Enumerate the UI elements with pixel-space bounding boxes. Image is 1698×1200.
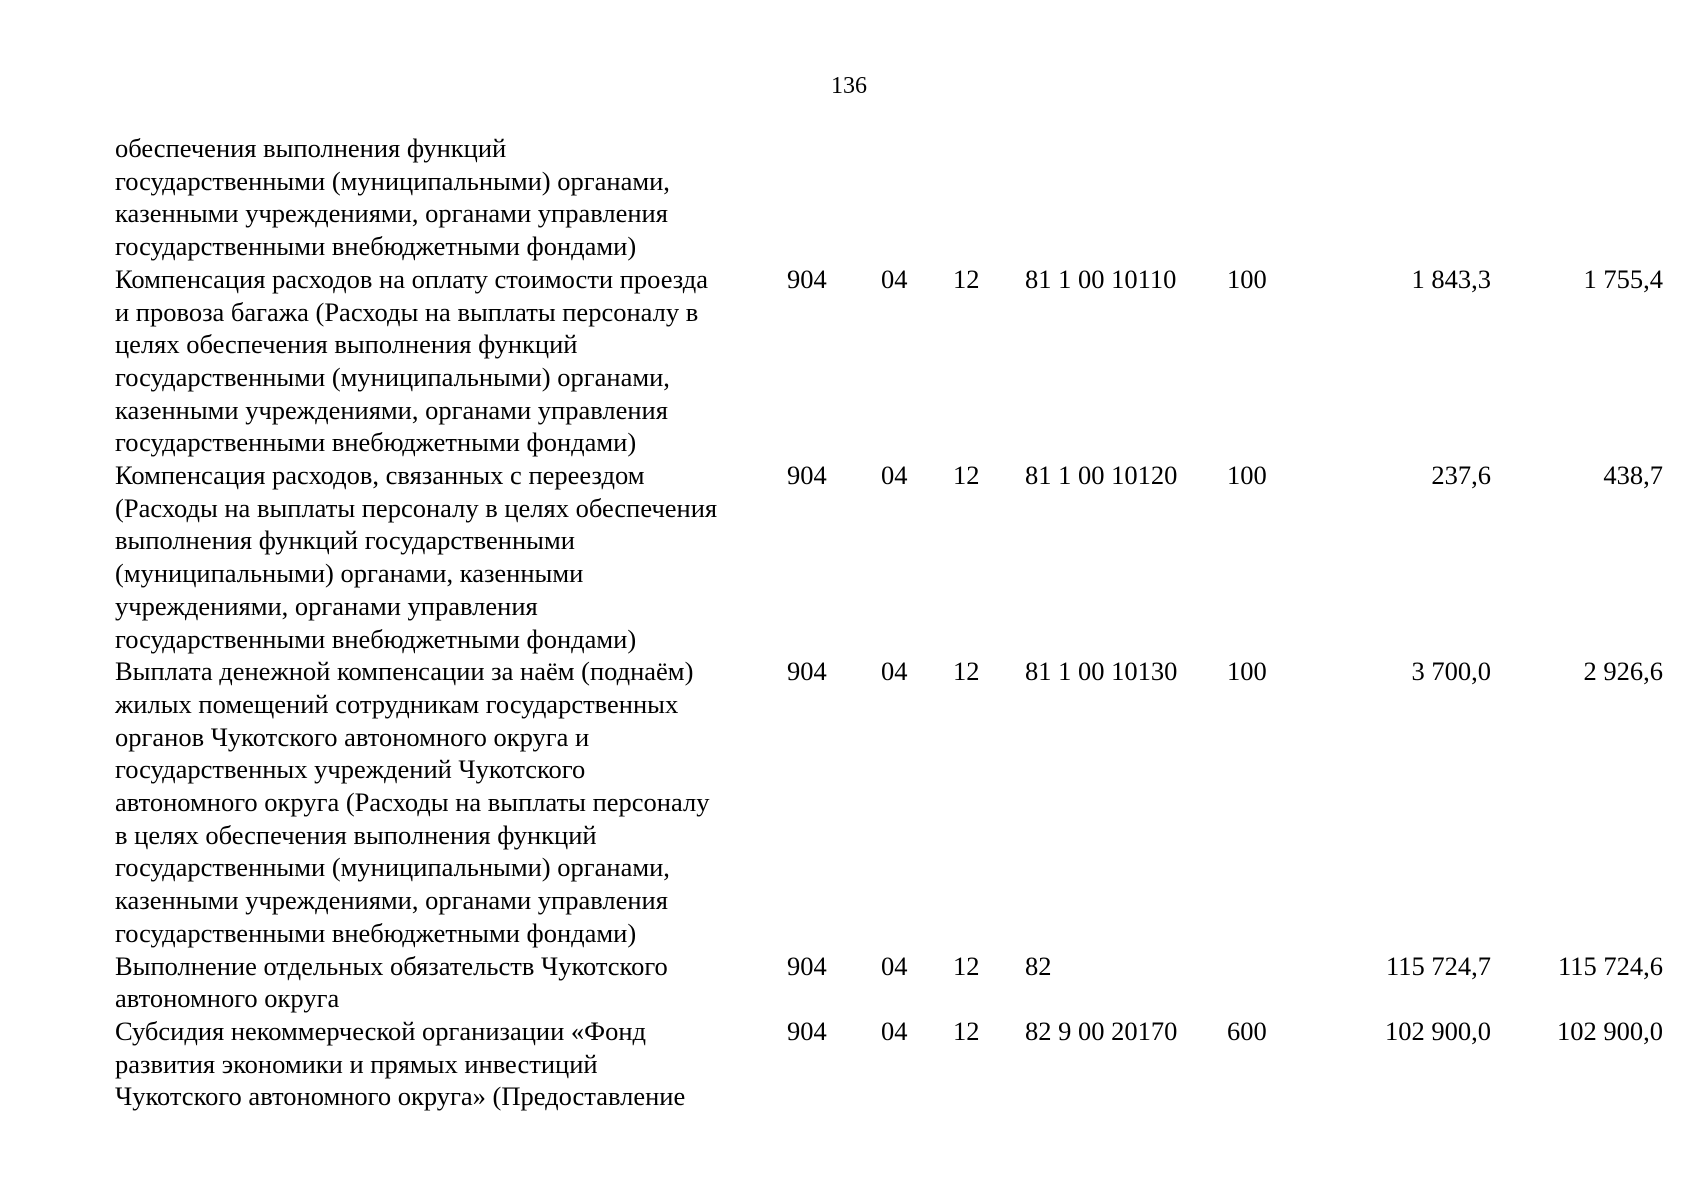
amount-plan-cell: 102 900,0 — [1385, 1015, 1491, 1046]
description-cell — [115, 1015, 787, 1113]
description-line: учреждениями, органами управления — [115, 590, 538, 621]
amount-plan-cell: 237,6 — [1431, 460, 1491, 491]
description-line: жилых помещений сотрудникам государственных — [115, 688, 679, 719]
budget-table — [115, 132, 1663, 1113]
description-line: государственными внебюджетными фондами) — [115, 623, 637, 654]
section-cell: 04 — [881, 656, 908, 687]
description-line: государственных учреждений Чукотского — [115, 754, 586, 785]
expense-type-cell: 600 — [1227, 1015, 1267, 1046]
description-line: казенными учреждениями, органами управления — [115, 394, 668, 425]
page-number: 136 — [831, 73, 867, 99]
target-article-cell: 82 9 00 20170 — [1025, 1015, 1178, 1046]
amount-actual-cell: 438,7 — [1603, 460, 1663, 491]
table-row — [115, 263, 1663, 459]
description-line: казенными учреждениями, органами управления — [115, 885, 668, 916]
description-line: государственными (муниципальными) органами, — [115, 852, 670, 883]
description-line: обеспечения выполнения функций — [115, 133, 507, 163]
gov-code-cell: 904 — [787, 460, 827, 491]
amount-plan-cell: 1 843,3 — [1411, 263, 1491, 294]
description-line: автономного округа (Расходы на выплаты персоналу — [115, 787, 710, 818]
description-line: органов Чукотского автономного округа и — [115, 721, 590, 752]
table-row — [115, 132, 1663, 263]
section-cell: 04 — [881, 1015, 908, 1046]
section-cell: 04 — [881, 950, 908, 981]
description-line: (Расходы на выплаты персоналу в целях обеспечения — [115, 492, 718, 523]
gov-code-cell: 904 — [787, 656, 827, 687]
description-line: казенными учреждениями, органами управления — [115, 198, 668, 229]
description-line: Субсидия некоммерческой организации «Фонд — [115, 1015, 647, 1046]
description-line: Выплата денежной компенсации за наём (поднаём) — [115, 656, 694, 687]
target-article-cell: 82 — [1025, 950, 1052, 981]
table-row — [115, 655, 1663, 949]
expense-type-cell: 100 — [1227, 263, 1267, 294]
target-article-cell: 81 1 00 10130 — [1025, 656, 1178, 687]
gov-code-cell: 904 — [787, 263, 827, 294]
description-cell — [115, 132, 787, 263]
expense-type-cell: 100 — [1227, 656, 1267, 687]
amount-plan-cell: 115 724,7 — [1385, 950, 1491, 981]
gov-code-cell: 904 — [787, 950, 827, 981]
description-line: государственными (муниципальными) органами, — [115, 361, 670, 392]
description-line: государственными внебюджетными фондами) — [115, 427, 637, 458]
amount-plan-cell: 3 700,0 — [1411, 656, 1491, 687]
target-article-cell: 81 1 00 10110 — [1025, 263, 1177, 294]
description-line: и провоза багажа (Расходы на выплаты персоналу в — [115, 296, 699, 327]
description-cell — [115, 459, 787, 655]
amount-actual-cell: 2 926,6 — [1583, 656, 1663, 687]
amount-actual-cell: 102 900,0 — [1557, 1015, 1663, 1046]
description-line: Компенсация расходов на оплату стоимости проезда — [115, 263, 709, 294]
description-line: развития экономики и прямых инвестиций — [115, 1048, 598, 1079]
subsection-cell: 12 — [953, 950, 980, 981]
description-line: автономного округа — [115, 983, 340, 1014]
amount-actual-cell: 115 724,6 — [1557, 950, 1663, 981]
description-line: целях обеспечения выполнения функций — [115, 329, 578, 360]
table-row — [115, 1015, 1663, 1113]
description-line: (муниципальными) органами, казенными — [115, 558, 584, 589]
description-line: в целях обеспечения выполнения функций — [115, 819, 597, 850]
subsection-cell: 12 — [953, 263, 980, 294]
subsection-cell: 12 — [953, 460, 980, 491]
table-row — [115, 950, 1663, 1015]
target-article-cell: 81 1 00 10120 — [1025, 460, 1178, 491]
description-cell — [115, 950, 787, 1015]
description-line: Выполнение отдельных обязательств Чукотского — [115, 950, 668, 981]
description-cell — [115, 655, 787, 949]
description-line: выполнения функций государственными — [115, 525, 575, 556]
gov-code-cell: 904 — [787, 1015, 827, 1046]
description-line: государственными (муниципальными) органами, — [115, 165, 670, 196]
description-line: Компенсация расходов, связанных с переездом — [115, 460, 645, 491]
section-cell: 04 — [881, 460, 908, 491]
expense-type-cell: 100 — [1227, 460, 1267, 491]
description-line: государственными внебюджетными фондами) — [115, 231, 637, 262]
description-line: Чукотского автономного округа» (Предоставление — [115, 1081, 686, 1112]
amount-actual-cell: 1 755,4 — [1583, 263, 1663, 294]
section-cell: 04 — [881, 263, 908, 294]
description-line: государственными внебюджетными фондами) — [115, 917, 637, 948]
description-cell — [115, 263, 787, 459]
subsection-cell: 12 — [953, 656, 980, 687]
table-row — [115, 459, 1663, 655]
subsection-cell: 12 — [953, 1015, 980, 1046]
